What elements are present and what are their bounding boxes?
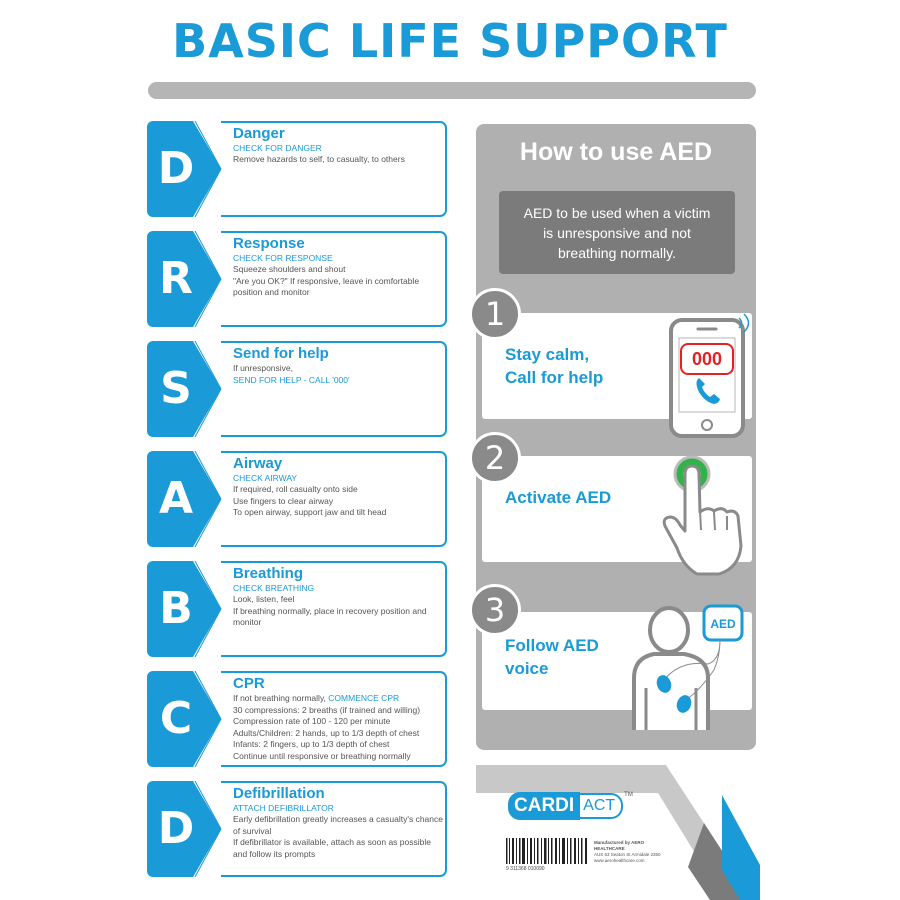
step-letter: A bbox=[158, 473, 194, 524]
step-letter: R bbox=[159, 253, 193, 304]
aed-note: AED to be used when a victim is unresponsive and not breathing normally. bbox=[523, 204, 711, 261]
step-subtitle: CHECK FOR RESPONSE bbox=[233, 253, 333, 263]
step-instruction-line: If breathing normally, place in recovery position and monitor bbox=[233, 605, 427, 627]
step-description bbox=[233, 363, 443, 386]
step-lead-highlight: COMMENCE CPR bbox=[328, 693, 400, 703]
activate-button-hand-icon bbox=[656, 452, 752, 576]
step-lead-line: If not breathing normally, COMMENCE CPR bbox=[233, 693, 400, 703]
title-divider-bar bbox=[148, 82, 756, 99]
step-instruction-line: Compression rate of 100 - 120 per minute bbox=[233, 716, 391, 726]
step-letter: D bbox=[157, 803, 195, 854]
aed-device-label: AED bbox=[710, 617, 736, 631]
step-name: Defibrillation bbox=[233, 785, 325, 802]
step-instruction-line: If required, roll casualty onto side bbox=[233, 484, 358, 494]
chevron-arrow-icon bbox=[193, 341, 223, 437]
aed-step-3-line2: voice bbox=[505, 659, 549, 678]
step-instruction-line: Early defibrillation greatly increases a casualty's chance of survival bbox=[233, 814, 443, 836]
step-instruction-line: Look, listen, feel bbox=[233, 594, 295, 604]
step-description bbox=[233, 594, 443, 629]
phone-icon bbox=[664, 312, 754, 440]
aed-step-1-number: 1 bbox=[469, 288, 521, 340]
footer-chevron-decoration bbox=[470, 755, 770, 900]
step-subtitle: ATTACH DEFIBRILLATOR bbox=[233, 803, 334, 813]
aed-step-3-line1: Follow AED bbox=[505, 636, 599, 655]
aed-pads-victim-icon bbox=[624, 602, 754, 740]
step-letter: D bbox=[157, 143, 195, 194]
step-instruction-line: Continue until responsive or breathing normally bbox=[233, 750, 411, 761]
step-name: Send for help bbox=[233, 345, 329, 362]
step-instruction-line: Infants: 2 fingers, up to 1/3 depth of chest bbox=[233, 739, 390, 749]
aed-step-3-number: 3 bbox=[469, 584, 521, 636]
step-letter: C bbox=[159, 693, 193, 744]
logo-cardi: CARDI bbox=[508, 792, 580, 820]
step-letter: B bbox=[159, 583, 193, 634]
step-instruction-line: Remove hazards to self, to casualty, to others bbox=[233, 154, 405, 164]
step-airway bbox=[147, 451, 449, 547]
step-response bbox=[147, 231, 449, 327]
manufacturer-line2: AUS 63 Seaton St Armidale 2350 bbox=[594, 852, 661, 857]
chevron-arrow-icon bbox=[193, 451, 223, 547]
step-instruction-line: Squeeze shoulders and shout bbox=[233, 264, 346, 274]
phone-emergency-number: 000 bbox=[691, 349, 723, 369]
step-letter: S bbox=[160, 363, 192, 414]
step-description bbox=[233, 814, 443, 860]
step-highlight-line: SEND FOR HELP - CALL '000' bbox=[233, 374, 350, 385]
barcode bbox=[506, 838, 588, 864]
barcode-number: 9 311368 010090 bbox=[506, 866, 545, 872]
chevron-arrow-icon bbox=[193, 231, 223, 327]
step-instruction-line: Use fingers to clear airway bbox=[233, 495, 334, 506]
chevron-arrow-icon bbox=[193, 121, 223, 217]
step-name: Response bbox=[233, 235, 305, 252]
aed-step-2-number: 2 bbox=[469, 432, 521, 484]
step-cpr bbox=[147, 671, 449, 767]
step-name: Breathing bbox=[233, 565, 304, 582]
manufacturer-info bbox=[594, 840, 674, 864]
step-name: Danger bbox=[233, 125, 285, 142]
aed-step-1-text bbox=[505, 343, 603, 389]
chevron-arrow-icon bbox=[193, 781, 223, 877]
chevron-arrow-icon bbox=[193, 561, 223, 657]
logo-tm: TM bbox=[624, 792, 633, 798]
step-send-for-help bbox=[147, 341, 449, 437]
cardiact-logo bbox=[508, 792, 633, 820]
step-description bbox=[233, 484, 443, 519]
aed-step-3-text bbox=[505, 634, 599, 680]
manufacturer-line1: Manufactured by AERO HEALTHCARE bbox=[594, 840, 645, 851]
logo-act: ACT bbox=[580, 793, 623, 819]
step-instruction-line: Adults/Children: 2 hands, up to 1/3 depth of chest bbox=[233, 727, 420, 738]
step-instruction-line: 30 compressions: 2 breaths (if trained and willing) bbox=[233, 704, 421, 715]
aed-title: How to use AED bbox=[519, 138, 713, 166]
step-instruction-line: To open airway, support jaw and tilt head bbox=[233, 507, 387, 517]
step-description bbox=[233, 693, 443, 762]
aed-step-2-text: Activate AED bbox=[505, 488, 612, 507]
step-danger bbox=[147, 121, 449, 217]
step-subtitle: CHECK AIRWAY bbox=[233, 473, 298, 483]
step-defibrillation bbox=[147, 781, 449, 877]
poster-title: BASIC LIFE SUPPORT bbox=[172, 14, 728, 68]
aed-step-1-line2: Call for help bbox=[505, 368, 604, 387]
manufacturer-line3: www.aerohealthcare.com bbox=[594, 858, 645, 863]
step-instruction-line: If unresponsive, bbox=[233, 363, 294, 373]
step-subtitle: CHECK FOR DANGER bbox=[233, 143, 322, 153]
step-breathing bbox=[147, 561, 449, 657]
step-subtitle: CHECK BREATHING bbox=[233, 583, 315, 593]
aed-step-1-line1: Stay calm, bbox=[505, 345, 590, 364]
step-description bbox=[233, 154, 443, 166]
step-instruction-line: If defibrillator is available, attach as soon as possible and follow its prompts bbox=[233, 837, 431, 859]
step-name: Airway bbox=[233, 455, 283, 472]
step-description bbox=[233, 264, 443, 299]
step-instruction-line: "Are you OK?" If responsive, leave in comfortable position and monitor bbox=[233, 275, 420, 297]
step-name: CPR bbox=[233, 675, 265, 692]
aed-note-box bbox=[499, 191, 735, 274]
chevron-arrow-icon bbox=[193, 671, 223, 767]
